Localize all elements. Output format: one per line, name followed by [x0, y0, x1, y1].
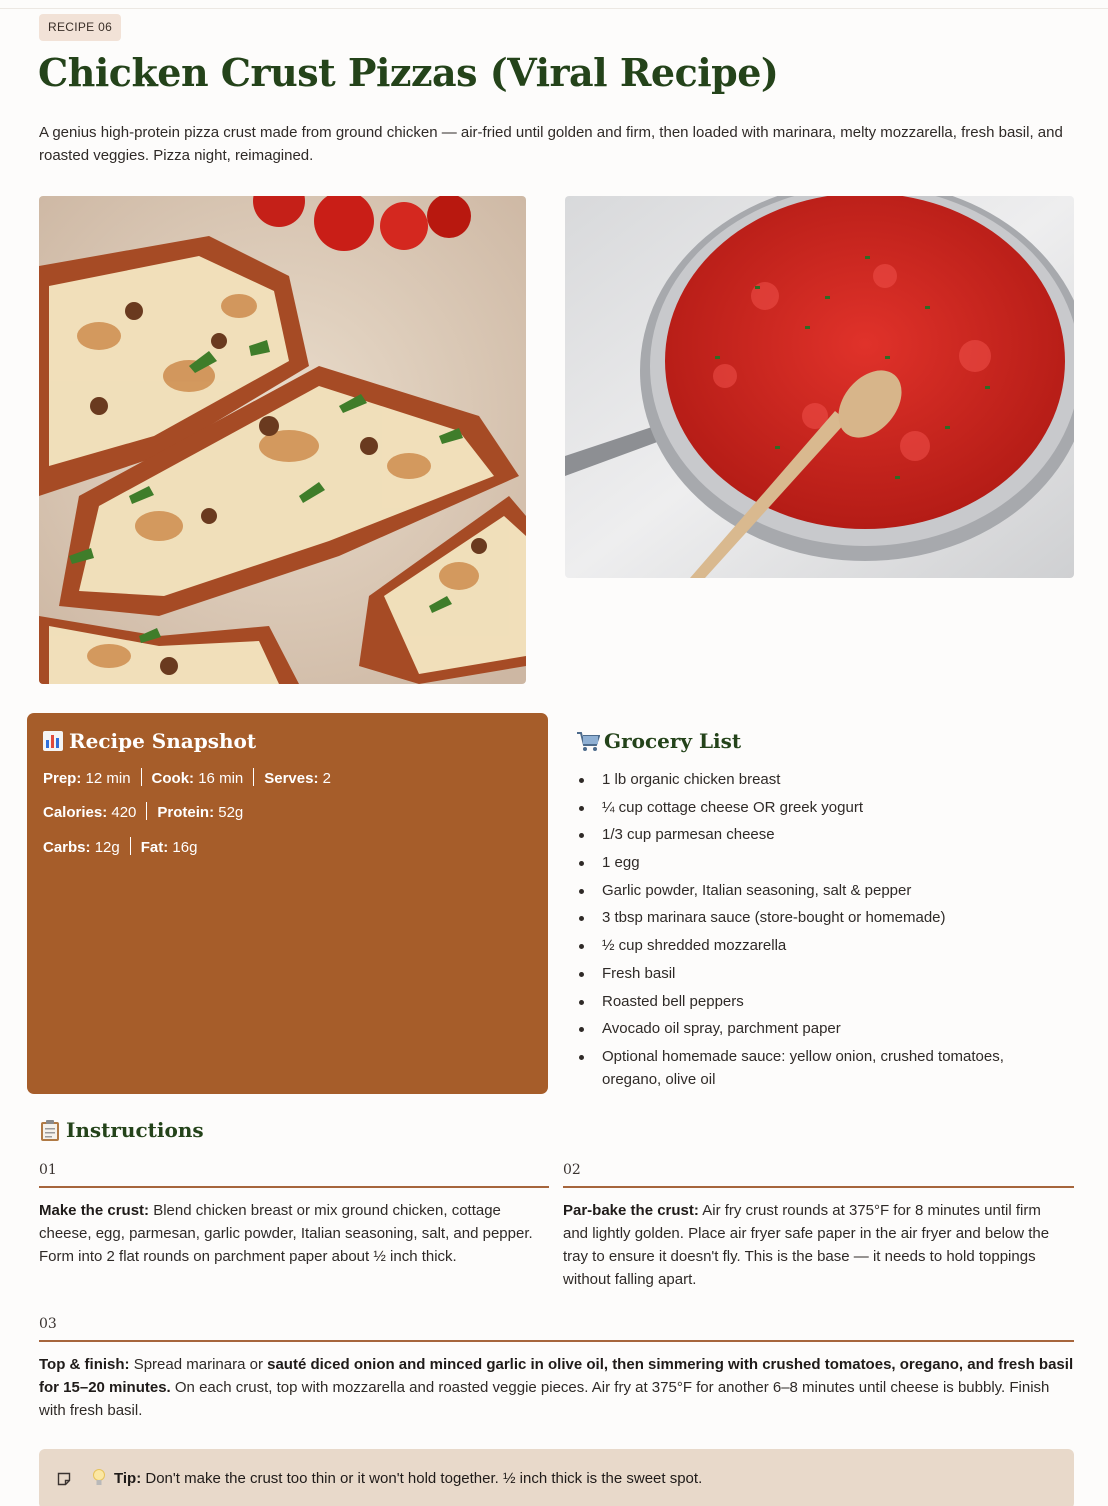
- step-lead: Top & finish:: [39, 1356, 130, 1373]
- step-text: Make the crust: Blend chicken breast or mix ground chicken, cottage cheese, egg, parmesan, garlic powder, Italian seasoning, salt, and pepper. Form into 2 flat rounds on parchment paper about ½ inch thick.: [39, 1202, 533, 1265]
- marinara-sauce-photo: [565, 196, 1074, 578]
- grocery-item: 1 lb organic chicken breast: [578, 768, 1058, 791]
- grocery-items: [578, 768, 1058, 1096]
- protein-value: 52g: [218, 804, 244, 821]
- step-divider: [563, 1186, 1074, 1188]
- pizza-photo: [39, 196, 526, 684]
- tip-text: Tip: Don't make the crust too thin or it won't hold together. ½ inch thick is the sweet spot.: [114, 1470, 703, 1487]
- recipe-snapshot-card: [27, 713, 548, 1094]
- grocery-item: Garlic powder, Italian seasoning, salt & pepper: [578, 879, 1058, 902]
- step-number: 03: [39, 1316, 57, 1332]
- grocery-item: ¼ cup cottage cheese OR greek yogurt: [578, 796, 1058, 819]
- tip-label: Tip:: [114, 1470, 142, 1487]
- grocery-item: Roasted bell peppers: [578, 990, 1058, 1013]
- grocery-item: Fresh basil: [578, 962, 1058, 985]
- serves-label: Serves:: [264, 770, 319, 787]
- note-icon: [57, 1472, 71, 1486]
- step-text: Par-bake the crust: Air fry crust rounds at 375°F for 8 minutes until firm and lightly golden. Place air fryer safe paper in the air fryer and below the tray to ensure it doesn't fly. This is the base — it needs to hold toppings without falling apart.: [563, 1202, 1050, 1288]
- step-divider: [39, 1340, 1074, 1342]
- carbs-label: Carbs:: [43, 839, 91, 856]
- carbs-value: 12g: [94, 839, 120, 856]
- fat-label: Fat:: [140, 839, 169, 856]
- prep-value: 12 min: [85, 770, 131, 787]
- grocery-item: 3 tbsp marinara sauce (store-bought or homemade): [578, 906, 1058, 929]
- recipe-number-badge: RECIPE 06: [39, 14, 121, 41]
- step-number: 01: [39, 1162, 57, 1178]
- fat-value: 16g: [172, 839, 198, 856]
- cook-value: 16 min: [198, 770, 244, 787]
- grocery-item: Avocado oil spray, parchment paper: [578, 1017, 1058, 1040]
- protein-label: Protein:: [157, 804, 215, 821]
- step-text: Top & finish: Spread marinara or sauté diced onion and minced garlic in olive oil, then simmering with crushed tomatoes, oregano, and fresh basil for 15–20 minutes. On each crust, top with mozzarella and roasted veggie pieces. Air fry at 375°F for another 6–8 minutes until cheese is bubbly. Finish with fresh basil.: [39, 1356, 1074, 1419]
- shopping-cart-icon: [576, 730, 600, 752]
- step-lead: Make the crust:: [39, 1202, 150, 1219]
- snapshot-heading: Recipe Snapshot: [43, 727, 256, 755]
- grocery-item: ½ cup shredded mozzarella: [578, 934, 1058, 957]
- step-divider: [39, 1186, 549, 1188]
- tip-callout: [39, 1449, 1074, 1506]
- nutrition-stats-1: [43, 802, 243, 824]
- instructions-heading: Instructions: [39, 1116, 204, 1144]
- clipboard-icon: [39, 1119, 61, 1142]
- top-divider: [0, 8, 1108, 9]
- calories-value: 420: [111, 804, 137, 821]
- grocery-item: 1 egg: [578, 851, 1058, 874]
- grocery-item: 1/3 cup parmesan cheese: [578, 823, 1058, 846]
- time-stats: [43, 768, 331, 790]
- prep-label: Prep:: [43, 770, 82, 787]
- recipe-title: Chicken Crust Pizzas (Viral Recipe): [38, 50, 779, 95]
- cook-label: Cook:: [151, 770, 195, 787]
- nutrition-stats-2: [43, 837, 197, 859]
- step-lead: Par-bake the crust:: [563, 1202, 699, 1219]
- bar-chart-icon: [43, 731, 63, 751]
- calories-label: Calories:: [43, 804, 108, 821]
- recipe-intro: A genius high-protein pizza crust made from ground chicken — air-fried until golden and firm, then loaded with marinara, melty mozzarella, fresh basil, and roasted veggies. Pizza night, reimagined.: [39, 124, 1063, 164]
- lightbulb-icon: [92, 1468, 106, 1488]
- step-number: 02: [563, 1162, 581, 1178]
- grocery-item: Optional homemade sauce: yellow onion, crushed tomatoes, oregano, olive oil: [578, 1045, 1058, 1091]
- serves-value: 2: [322, 770, 331, 787]
- grocery-heading: Grocery List: [576, 727, 741, 755]
